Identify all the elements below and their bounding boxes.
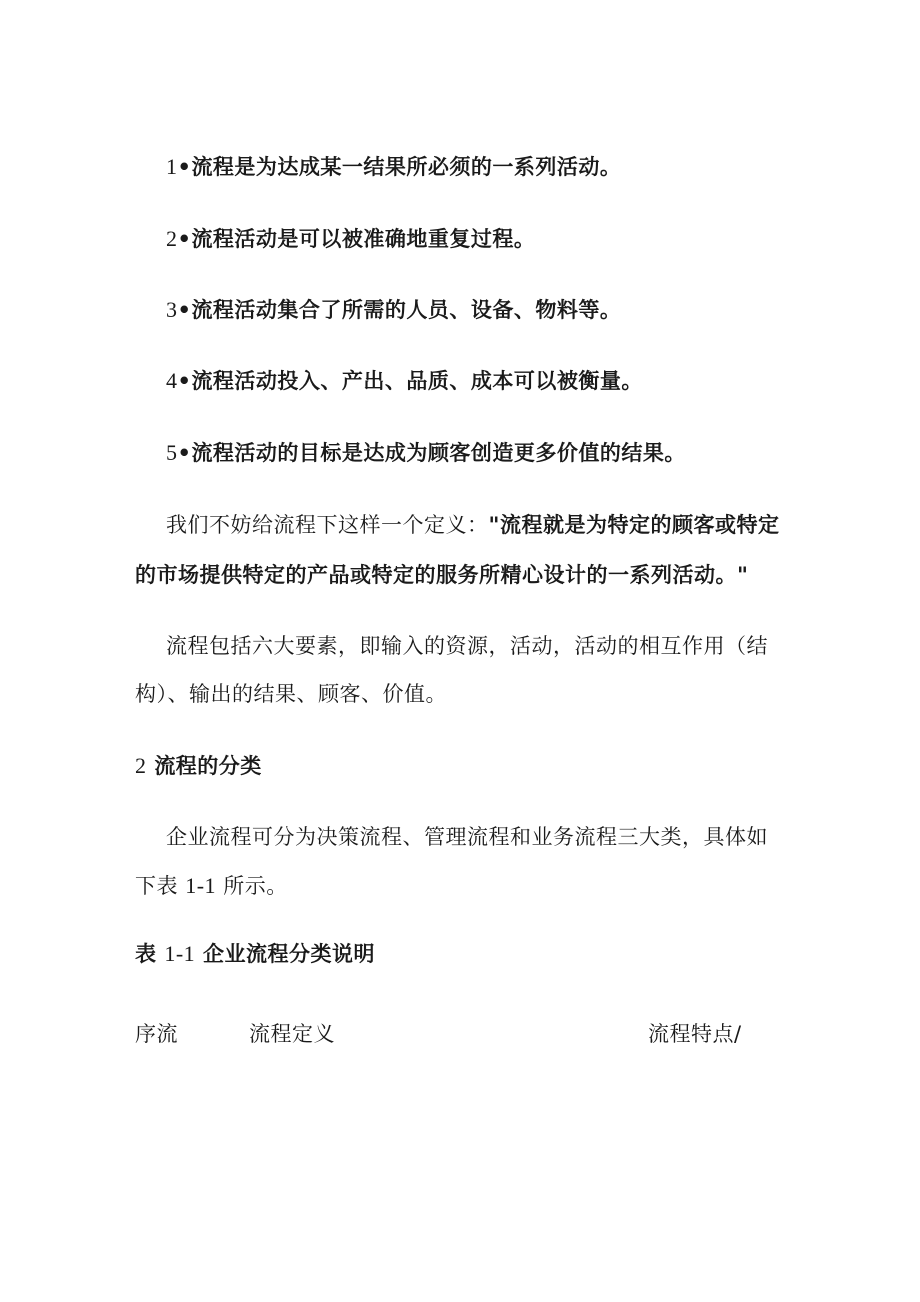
list-bullet: • — [177, 227, 192, 251]
table-caption-number: 1-1 — [164, 941, 196, 966]
classification-line-1: 企业流程可分为决策流程、管理流程和业务流程三大类，具体如 — [166, 825, 768, 849]
list-text: 流程活动的目标是达成为顾客创造更多价值的结果。 — [191, 441, 686, 465]
elements-line-2: 构）、输出的结果、顾客、价值。 — [135, 682, 447, 706]
classification-post: 所示。 — [223, 874, 288, 898]
table-header-col2: 流程定义 — [249, 1022, 335, 1046]
list-number: 2 — [166, 226, 178, 251]
table-caption-title: 企业流程分类说明 — [202, 942, 375, 966]
list-bullet: • — [177, 298, 192, 322]
table-caption — [135, 939, 375, 969]
definition-intro: 我们不妨给流程下这样一个定义： — [166, 513, 489, 537]
table-reference: 1-1 — [185, 873, 217, 898]
definition-line-2: 的市场提供特定的产品或特定的服务所精心设计的一系列活动。" — [135, 563, 749, 587]
list-text: 流程是为达成某一结果所必须的一系列活动。 — [191, 155, 622, 179]
table-header-col3: 流程特点/ — [648, 1022, 742, 1046]
list-item-5 — [166, 438, 686, 468]
list-text: 流程活动投入、产出、品质、成本可以被衡量。 — [191, 369, 643, 393]
definition-quote-start: "流程就是为特定的顾客或特定 — [488, 513, 780, 537]
section-heading — [135, 751, 262, 781]
classification-line-2 — [135, 871, 288, 901]
section-title: 流程的分类 — [154, 754, 262, 778]
elements-line-1: 流程包括六大要素，即输入的资源，活动，活动的相互作用（结 — [166, 634, 768, 658]
list-item-1 — [166, 152, 621, 182]
list-item-3 — [166, 295, 621, 325]
section-number: 2 — [135, 753, 147, 778]
list-item-4 — [166, 366, 643, 396]
classification-pre: 下表 — [135, 874, 178, 898]
list-number: 4 — [166, 368, 178, 393]
table-header-col1: 序流 — [135, 1022, 178, 1046]
list-number: 5 — [166, 440, 178, 465]
list-text: 流程活动集合了所需的人员、设备、物料等。 — [191, 298, 622, 322]
list-bullet: • — [177, 369, 192, 393]
list-bullet: • — [177, 441, 192, 465]
list-bullet: • — [177, 155, 192, 179]
definition-line-1 — [166, 510, 779, 540]
list-text: 流程活动是可以被准确地重复过程。 — [191, 227, 536, 251]
list-number: 1 — [166, 154, 178, 179]
list-item-2 — [166, 224, 535, 254]
table-caption-prefix: 表 — [135, 942, 157, 966]
list-number: 3 — [166, 297, 178, 322]
